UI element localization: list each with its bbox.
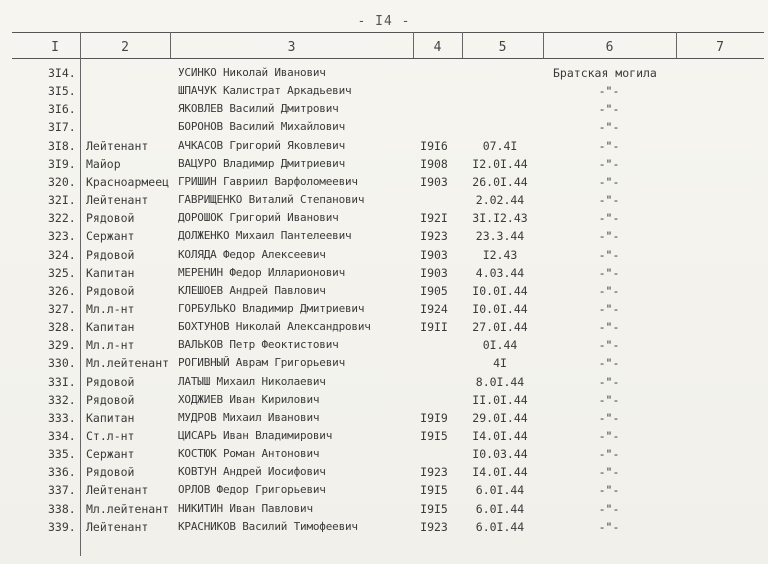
burial-place-cell: -"- xyxy=(598,465,620,480)
name-cell: МЕРЕНИН Федор Илларионович xyxy=(178,265,345,279)
death-date-cell: I0.03.44 xyxy=(472,447,528,462)
birth-year-cell: I9I5 xyxy=(420,501,448,516)
table-row xyxy=(0,64,768,82)
rank-cell: Красноармеец xyxy=(86,174,170,189)
name-cell: ГРИШИН Гавриил Варфоломеевич xyxy=(178,174,358,188)
rank-cell: Рядовой xyxy=(86,392,135,407)
death-date-cell: 07.4I xyxy=(482,138,518,153)
death-date-cell: 6.0I.44 xyxy=(475,519,525,534)
rank-cell: Капитан xyxy=(86,265,135,280)
rank-cell: Лейтенант xyxy=(86,483,149,498)
death-date-cell: 6.0I.44 xyxy=(475,501,525,516)
burial-place-cell: -"- xyxy=(598,392,620,407)
page-number: - I4 - xyxy=(357,14,411,29)
birth-year-cell: I92I xyxy=(420,211,448,226)
death-date-cell: 4.03.44 xyxy=(475,265,525,280)
death-date-cell: 4I xyxy=(493,356,507,371)
table-row xyxy=(0,463,768,481)
name-cell: ОРЛОВ Федор Григорьевич xyxy=(178,483,326,497)
name-cell: КРАСНИКОВ Василий Тимофеевич xyxy=(178,519,358,533)
row-number: 328. xyxy=(48,320,76,335)
birth-year-cell: I903 xyxy=(420,247,448,262)
table-row xyxy=(0,300,768,318)
burial-place-cell: -"- xyxy=(598,138,620,153)
name-cell: КЛЕШОЕВ Андрей Павлович xyxy=(178,283,326,297)
burial-place-cell: -"- xyxy=(598,229,620,244)
table-row xyxy=(0,118,768,136)
table-row xyxy=(0,445,768,463)
death-date-cell: 6.0I.44 xyxy=(475,483,525,498)
table-row xyxy=(0,409,768,427)
table-row xyxy=(0,264,768,282)
rank-cell: Мл.лейтенант xyxy=(86,356,170,371)
birth-year-cell: I9I5 xyxy=(420,483,448,498)
burial-place-cell: -"- xyxy=(598,374,620,389)
row-number: 33I. xyxy=(48,374,76,389)
table-header-rule xyxy=(12,58,764,59)
row-number: 326. xyxy=(48,283,76,298)
row-number: 339. xyxy=(48,519,76,534)
name-cell: КОВТУН Андрей Иосифович xyxy=(178,465,326,479)
table-row xyxy=(0,427,768,445)
table-row xyxy=(0,318,768,336)
rank-cell: Рядовой xyxy=(86,374,135,389)
burial-place-cell: -"- xyxy=(598,211,620,226)
name-cell: ЛАТЫШ Михаил Николаевич xyxy=(178,374,326,388)
row-number: 334. xyxy=(48,429,76,443)
rank-cell: Капитан xyxy=(86,410,135,425)
burial-place-cell: Братская могила xyxy=(553,66,657,80)
birth-year-cell: I908 xyxy=(420,156,448,171)
column-header: 6 xyxy=(605,40,614,55)
burial-place-cell: -"- xyxy=(598,410,620,425)
burial-place-cell: -"- xyxy=(598,429,620,443)
burial-place-cell: -"- xyxy=(598,193,620,208)
burial-place-cell: -"- xyxy=(598,320,620,335)
name-cell: УСИНКО Николай Иванович xyxy=(178,66,326,79)
row-number: 336. xyxy=(48,465,76,480)
rank-cell: Лейтенант xyxy=(86,519,149,534)
column-header: 4 xyxy=(433,40,442,55)
name-cell: ГАВРИЩЕНКО Виталий Степанович xyxy=(178,193,365,207)
row-number: 338. xyxy=(48,501,76,516)
name-cell: ЦИСАРЬ Иван Владимирович xyxy=(178,429,333,442)
row-number: 332. xyxy=(48,392,76,407)
table-row xyxy=(0,391,768,409)
name-cell: АЧКАСОВ Григорий Яковлевич xyxy=(178,138,345,152)
row-number: 324. xyxy=(48,247,76,262)
death-date-cell: 2.02.44 xyxy=(475,193,525,208)
name-cell: ВАЦУРО Владимир Дмитриевич xyxy=(178,156,345,170)
rank-cell: Лейтенант xyxy=(86,193,149,208)
death-date-cell: 26.0I.44 xyxy=(472,174,528,189)
name-cell: РОГИВНЫЙ Аврам Григорьевич xyxy=(178,356,345,370)
table-row xyxy=(0,518,768,536)
birth-year-cell: I905 xyxy=(420,283,448,298)
table-row xyxy=(0,336,768,354)
row-number: 335. xyxy=(48,447,76,462)
row-number: 329. xyxy=(48,338,76,353)
birth-year-cell: I923 xyxy=(420,229,448,244)
burial-place-cell: -"- xyxy=(598,447,620,462)
death-date-cell: I4.0I.44 xyxy=(472,429,528,443)
death-date-cell: 29.0I.44 xyxy=(472,410,528,425)
burial-place-cell: -"- xyxy=(598,120,620,135)
row-number: 325. xyxy=(48,265,76,280)
row-number: 3I7. xyxy=(48,120,76,135)
name-cell: КОЛЯДА Федор Алексеевич xyxy=(178,247,326,261)
rank-cell: Рядовой xyxy=(86,211,135,226)
row-number: 330. xyxy=(48,356,76,371)
row-number: 323. xyxy=(48,229,76,244)
burial-place-cell: -"- xyxy=(598,102,620,117)
rank-cell: Сержант xyxy=(86,447,135,462)
name-cell: ХОДЖИЕВ Иван Кирилович xyxy=(178,392,320,406)
table-top-rule xyxy=(12,32,764,33)
table-row xyxy=(0,481,768,499)
table-row xyxy=(0,227,768,245)
burial-place-cell: -"- xyxy=(598,483,620,498)
death-date-cell: 27.0I.44 xyxy=(472,320,528,335)
burial-place-cell: -"- xyxy=(598,265,620,280)
row-number: 327. xyxy=(48,301,76,316)
burial-place-cell: -"- xyxy=(598,501,620,516)
table-row xyxy=(0,137,768,155)
burial-place-cell: -"- xyxy=(598,519,620,534)
table-row xyxy=(0,282,768,300)
death-date-cell: 8.0I.44 xyxy=(475,374,525,389)
name-cell: ГОРБУЛЬКО Владимир Дмитриевич xyxy=(178,301,365,315)
row-number: 3I5. xyxy=(48,84,76,99)
row-number: 322. xyxy=(48,211,76,226)
death-date-cell: I4.0I.44 xyxy=(472,465,528,480)
birth-year-cell: I923 xyxy=(420,519,448,534)
birth-year-cell: I903 xyxy=(420,265,448,280)
death-date-cell: I2.43 xyxy=(482,247,518,262)
rank-cell: Мл.л-нт xyxy=(86,338,135,353)
table-row xyxy=(0,500,768,518)
burial-place-cell: -"- xyxy=(598,283,620,298)
burial-place-cell: -"- xyxy=(598,156,620,171)
birth-year-cell: I9I6 xyxy=(420,138,448,153)
rank-cell: Сержант xyxy=(86,229,135,244)
row-number: 3I4. xyxy=(48,66,76,80)
row-number: 3I8. xyxy=(48,138,76,153)
rank-cell: Рядовой xyxy=(86,247,135,262)
death-date-cell: 0I.44 xyxy=(482,338,518,353)
column-header: I xyxy=(51,40,59,55)
burial-place-cell: -"- xyxy=(598,247,620,262)
rank-cell: Мл.лейтенант xyxy=(86,501,170,516)
row-number: 3I6. xyxy=(48,102,76,117)
birth-year-cell: I9I9 xyxy=(420,410,448,425)
row-number: 333. xyxy=(48,410,76,425)
name-cell: МУДРОВ Михаил Иванович xyxy=(178,410,320,424)
rank-cell: Майор xyxy=(86,156,121,171)
burial-place-cell: -"- xyxy=(598,84,620,99)
name-cell: КОСТЮК Роман Антонович xyxy=(178,447,320,461)
name-cell: ШПАЧУК Калистрат Аркадьевич xyxy=(178,84,352,98)
column-header: 7 xyxy=(716,40,724,55)
birth-year-cell: I9I5 xyxy=(420,429,448,443)
row-number: 337. xyxy=(48,483,76,498)
death-date-cell: II.0I.44 xyxy=(472,392,528,407)
column-header: 5 xyxy=(498,40,507,55)
burial-place-cell: -"- xyxy=(598,301,620,316)
burial-place-cell: -"- xyxy=(598,174,620,189)
table-row xyxy=(0,100,768,118)
name-cell: ЯКОВЛЕВ Василий Дмитрович xyxy=(178,102,339,116)
death-date-cell: I0.0I.44 xyxy=(472,301,528,316)
rank-cell: Капитан xyxy=(86,320,135,335)
birth-year-cell: I9II xyxy=(420,320,448,335)
table-row xyxy=(0,82,768,100)
name-cell: НИКИТИН Иван Павлович xyxy=(178,501,313,515)
table-row xyxy=(0,191,768,209)
name-cell: ДОЛЖЕНКО Михаил Пантелеевич xyxy=(178,229,352,243)
table-row xyxy=(0,373,768,391)
table-row xyxy=(0,173,768,191)
table-row xyxy=(0,155,768,173)
name-cell: ВАЛЬКОВ Петр Феоктистович xyxy=(178,338,339,352)
birth-year-cell: I923 xyxy=(420,465,448,480)
column-header: 3 xyxy=(287,40,296,55)
rank-cell: Мл.л-нт xyxy=(86,301,135,316)
birth-year-cell: I924 xyxy=(420,301,448,316)
name-cell: ДОРОШОК Григорий Иванович xyxy=(178,211,339,225)
death-date-cell: 3I.I2.43 xyxy=(472,211,528,226)
death-date-cell: 23.3.44 xyxy=(475,229,525,244)
table-row xyxy=(0,354,768,372)
burial-place-cell: -"- xyxy=(598,356,620,371)
death-date-cell: I0.0I.44 xyxy=(472,283,528,298)
rank-cell: Рядовой xyxy=(86,283,135,298)
name-cell: БОРОНОВ Василий Михайлович xyxy=(178,120,345,134)
row-number: 3I9. xyxy=(48,156,76,171)
table-row xyxy=(0,246,768,264)
row-number: 32I. xyxy=(48,193,76,208)
name-cell: БОХТУНОВ Николай Александрович xyxy=(178,320,371,334)
rank-cell: Ст.л-нт xyxy=(86,429,135,443)
burial-place-cell: -"- xyxy=(598,338,620,353)
row-number: 320. xyxy=(48,174,76,189)
birth-year-cell: I903 xyxy=(420,174,448,189)
rank-cell: Лейтенант xyxy=(86,138,149,153)
rank-cell: Рядовой xyxy=(86,465,135,480)
column-header: 2 xyxy=(121,40,129,55)
death-date-cell: I2.0I.44 xyxy=(472,156,528,171)
table-row xyxy=(0,209,768,227)
